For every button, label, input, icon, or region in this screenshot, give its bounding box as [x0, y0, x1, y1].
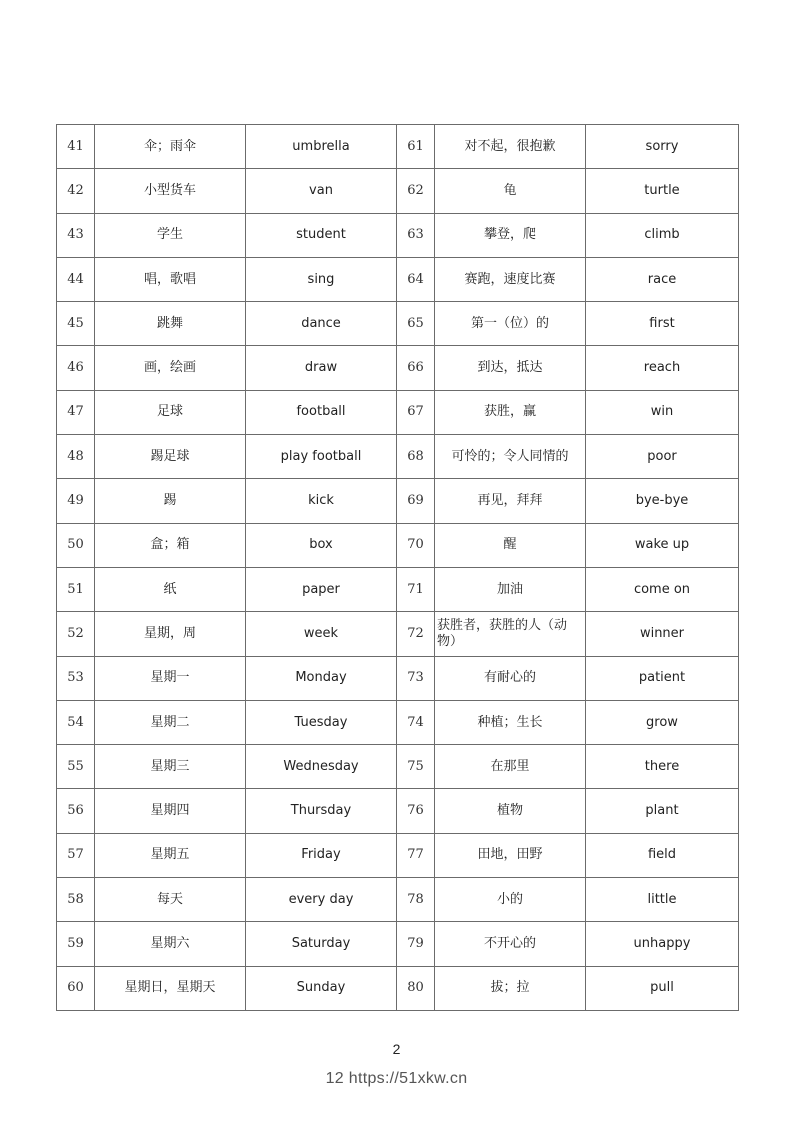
table-row — [57, 789, 739, 833]
table-row — [57, 302, 739, 346]
chinese-meaning: 星期五 — [95, 833, 246, 877]
english-word: football — [246, 390, 397, 434]
word-number: 41 — [57, 125, 95, 169]
english-word: field — [586, 833, 739, 877]
word-number: 66 — [397, 346, 435, 390]
chinese-meaning: 再见，拜拜 — [435, 479, 586, 523]
table-row — [57, 922, 739, 966]
word-number: 55 — [57, 745, 95, 789]
chinese-meaning: 植物 — [435, 789, 586, 833]
chinese-meaning: 对不起，很抱歉 — [435, 125, 586, 169]
word-number: 56 — [57, 789, 95, 833]
english-word: winner — [586, 612, 739, 656]
word-number: 42 — [57, 169, 95, 213]
english-word: pull — [586, 966, 739, 1010]
english-word: first — [586, 302, 739, 346]
english-word: Thursday — [246, 789, 397, 833]
word-number: 52 — [57, 612, 95, 656]
english-word: play football — [246, 435, 397, 479]
english-word: grow — [586, 700, 739, 744]
english-word: patient — [586, 656, 739, 700]
word-number: 68 — [397, 435, 435, 479]
chinese-meaning: 小的 — [435, 878, 586, 922]
chinese-meaning: 第一（位）的 — [435, 302, 586, 346]
word-number: 69 — [397, 479, 435, 523]
english-word: dance — [246, 302, 397, 346]
english-word: van — [246, 169, 397, 213]
english-word: sing — [246, 257, 397, 301]
english-word: kick — [246, 479, 397, 523]
chinese-meaning: 到达，抵达 — [435, 346, 586, 390]
chinese-meaning: 拔；拉 — [435, 966, 586, 1010]
chinese-meaning: 踢 — [95, 479, 246, 523]
english-word: bye-bye — [586, 479, 739, 523]
english-word: paper — [246, 567, 397, 611]
word-number: 65 — [397, 302, 435, 346]
english-word: reach — [586, 346, 739, 390]
english-word: climb — [586, 213, 739, 257]
chinese-meaning: 跳舞 — [95, 302, 246, 346]
english-word: sorry — [586, 125, 739, 169]
chinese-meaning: 星期六 — [95, 922, 246, 966]
chinese-meaning: 星期，周 — [95, 612, 246, 656]
english-word: Monday — [246, 656, 397, 700]
english-word: unhappy — [586, 922, 739, 966]
chinese-meaning: 踢足球 — [95, 435, 246, 479]
table-row — [57, 656, 739, 700]
chinese-meaning: 伞；雨伞 — [95, 125, 246, 169]
table-row — [57, 435, 739, 479]
word-number: 80 — [397, 966, 435, 1010]
table-row — [57, 833, 739, 877]
word-number: 71 — [397, 567, 435, 611]
chinese-meaning: 赛跑，速度比赛 — [435, 257, 586, 301]
chinese-meaning: 小型货车 — [95, 169, 246, 213]
english-word: poor — [586, 435, 739, 479]
chinese-meaning: 有耐心的 — [435, 656, 586, 700]
chinese-meaning: 星期一 — [95, 656, 246, 700]
word-number: 67 — [397, 390, 435, 434]
chinese-meaning: 种植；生长 — [435, 700, 586, 744]
chinese-meaning: 画，绘画 — [95, 346, 246, 390]
table-row — [57, 169, 739, 213]
word-number: 72 — [397, 612, 435, 656]
chinese-meaning: 足球 — [95, 390, 246, 434]
english-word: come on — [586, 567, 739, 611]
word-number: 51 — [57, 567, 95, 611]
english-word: Saturday — [246, 922, 397, 966]
chinese-meaning: 攀登，爬 — [435, 213, 586, 257]
table-row — [57, 390, 739, 434]
english-word: win — [586, 390, 739, 434]
chinese-meaning: 可怜的；令人同情的 — [435, 435, 586, 479]
chinese-meaning: 醒 — [435, 523, 586, 567]
chinese-meaning: 获胜，赢 — [435, 390, 586, 434]
word-number: 53 — [57, 656, 95, 700]
english-word: week — [246, 612, 397, 656]
watermark-url: 12 https://51xkw.cn — [325, 1070, 468, 1087]
chinese-meaning: 盒；箱 — [95, 523, 246, 567]
table-row — [57, 612, 739, 656]
chinese-meaning: 星期四 — [95, 789, 246, 833]
word-number: 76 — [397, 789, 435, 833]
english-word: umbrella — [246, 125, 397, 169]
english-word: Friday — [246, 833, 397, 877]
word-number: 58 — [57, 878, 95, 922]
english-word: little — [586, 878, 739, 922]
chinese-meaning: 龟 — [435, 169, 586, 213]
chinese-meaning: 加油 — [435, 567, 586, 611]
vocabulary-table — [56, 124, 739, 1011]
word-number: 48 — [57, 435, 95, 479]
word-number: 49 — [57, 479, 95, 523]
table-row — [57, 125, 739, 169]
chinese-meaning: 星期二 — [95, 700, 246, 744]
english-word: Tuesday — [246, 700, 397, 744]
table-row — [57, 567, 739, 611]
word-number: 73 — [397, 656, 435, 700]
table-row — [57, 523, 739, 567]
word-number: 78 — [397, 878, 435, 922]
word-number: 43 — [57, 213, 95, 257]
word-number: 50 — [57, 523, 95, 567]
chinese-meaning: 星期三 — [95, 745, 246, 789]
word-number: 47 — [57, 390, 95, 434]
chinese-meaning: 每天 — [95, 878, 246, 922]
english-word: student — [246, 213, 397, 257]
table-row — [57, 257, 739, 301]
page-number: 2 — [392, 1041, 401, 1057]
table-row — [57, 213, 739, 257]
table-row — [57, 878, 739, 922]
english-word: race — [586, 257, 739, 301]
english-word: Wednesday — [246, 745, 397, 789]
chinese-meaning: 田地，田野 — [435, 833, 586, 877]
word-number: 45 — [57, 302, 95, 346]
word-number: 54 — [57, 700, 95, 744]
word-number: 75 — [397, 745, 435, 789]
english-word: draw — [246, 346, 397, 390]
chinese-meaning: 获胜者，获胜的人（动物） — [435, 612, 586, 656]
chinese-meaning: 纸 — [95, 567, 246, 611]
table-row — [57, 479, 739, 523]
vocabulary-table-body — [57, 125, 739, 1011]
word-number: 59 — [57, 922, 95, 966]
english-word: wake up — [586, 523, 739, 567]
english-word: plant — [586, 789, 739, 833]
word-number: 61 — [397, 125, 435, 169]
table-row — [57, 966, 739, 1010]
word-number: 57 — [57, 833, 95, 877]
english-word: Sunday — [246, 966, 397, 1010]
word-number: 62 — [397, 169, 435, 213]
chinese-meaning: 星期日，星期天 — [95, 966, 246, 1010]
word-number: 46 — [57, 346, 95, 390]
chinese-meaning: 在那里 — [435, 745, 586, 789]
word-number: 77 — [397, 833, 435, 877]
english-word: turtle — [586, 169, 739, 213]
word-number: 70 — [397, 523, 435, 567]
english-word: every day — [246, 878, 397, 922]
word-number: 74 — [397, 700, 435, 744]
chinese-meaning: 唱，歌唱 — [95, 257, 246, 301]
word-number: 63 — [397, 213, 435, 257]
english-word: there — [586, 745, 739, 789]
chinese-meaning: 学生 — [95, 213, 246, 257]
table-row — [57, 700, 739, 744]
table-row — [57, 745, 739, 789]
chinese-meaning: 不开心的 — [435, 922, 586, 966]
english-word: box — [246, 523, 397, 567]
word-number: 44 — [57, 257, 95, 301]
word-number: 64 — [397, 257, 435, 301]
table-row — [57, 346, 739, 390]
word-number: 79 — [397, 922, 435, 966]
word-number: 60 — [57, 966, 95, 1010]
